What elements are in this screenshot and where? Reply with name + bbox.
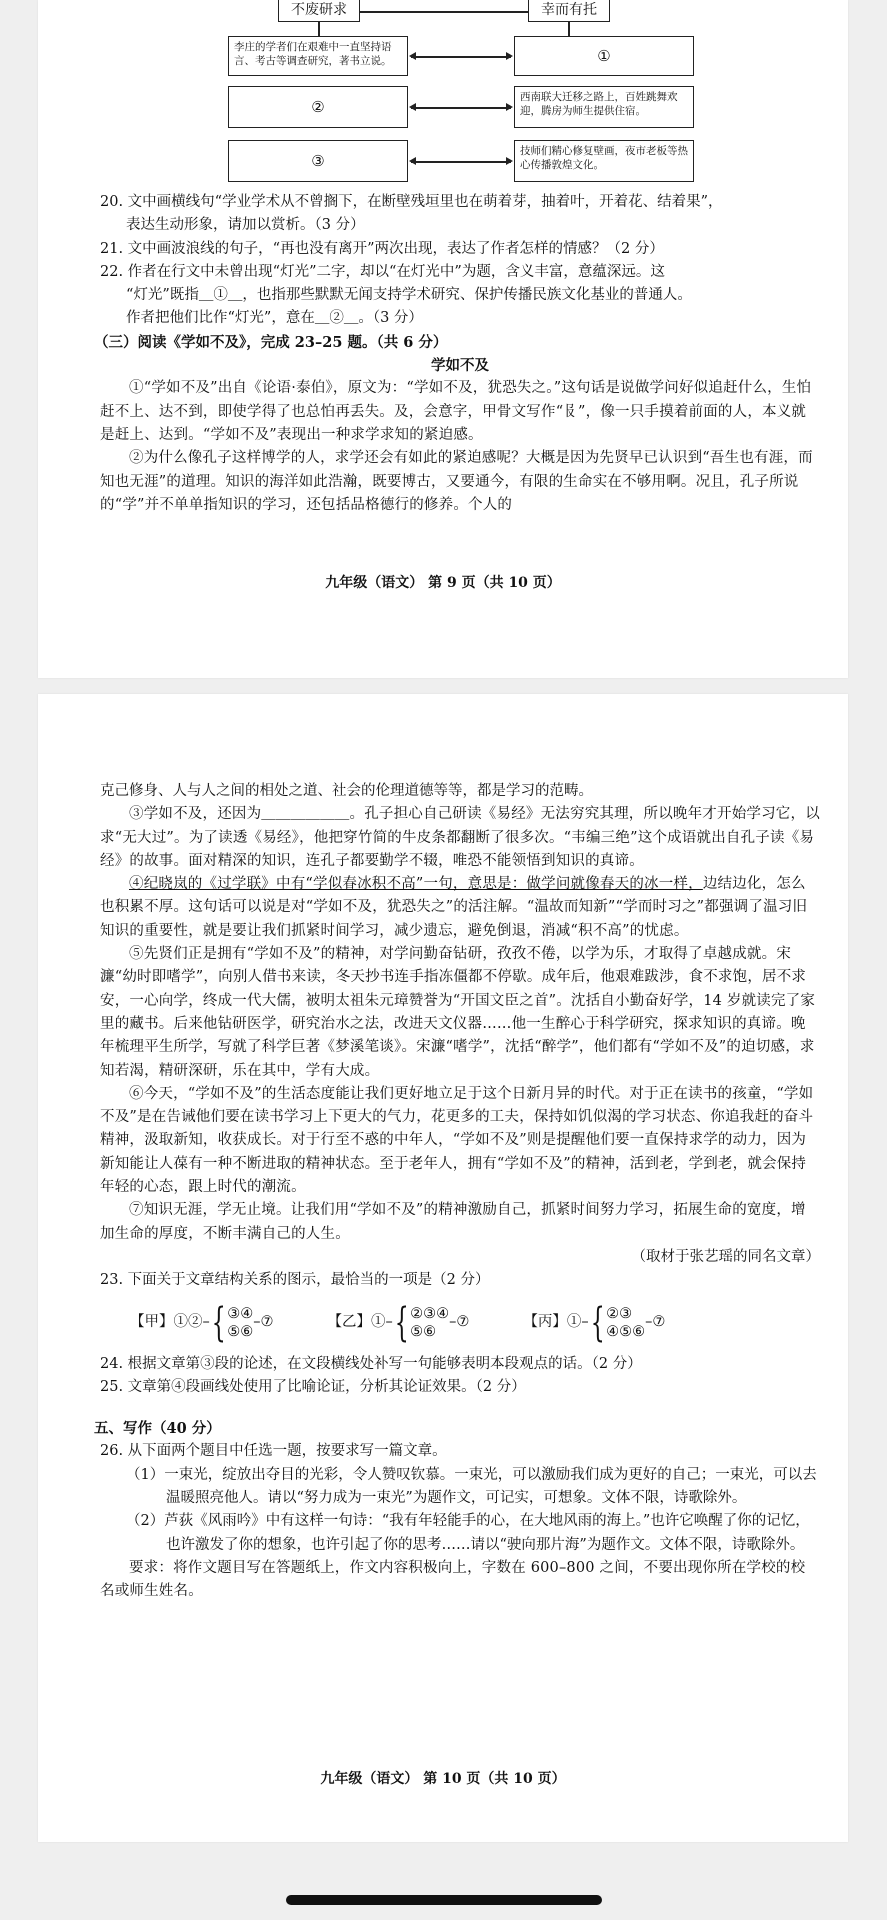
- option-jia: [130, 1299, 274, 1346]
- para4-rest: 边结边化，怎么也积累不厚。这句话可以说是对“学如不及，犹恐失之”的活注解。“温故而知新”“学而时习之”都强调了温习旧知识的重要性，就是要让我们抓紧时间学习，减少遗忘，避免倒退，消减“积不高”的忧虑。: [100, 876, 808, 939]
- writing-section-header: 五、写作（40 分）: [94, 1420, 221, 1438]
- option-jia-label: 【甲】①②–: [130, 1313, 210, 1330]
- page10-body: [94, 780, 820, 1604]
- para4-underlined: ④纪晓岚的《过学联》中有“学似春冰积不高”一句，意思是：做学问就像春天的冰一样，: [129, 876, 703, 893]
- row1-left-box: 李庄的学者们在艰难中一直坚持语言、考古等调查研究，著书立说。: [228, 36, 408, 76]
- brace-icon: {: [211, 1299, 226, 1346]
- q23-options: [100, 1299, 820, 1346]
- option-jia-bottom: ⑤⑥: [227, 1323, 254, 1340]
- option-bing-end: –⑦: [645, 1313, 666, 1330]
- article-paragraph-1: ①“学如不及”出自《论语·泰伯》，原文为：“学如不及，犹恐失之。”这句话是说做学问好似追赶什么，生怕赶不上、达不到，即使学得了也总怕再丢失。及，会意字，甲骨文写作“𠬝”，像一只手摸着前面的人，本义就是赶上、达到。“学如不及”表现出一种求学求知的紧迫感。: [100, 380, 812, 443]
- question-26: 26. 从下面两个题目中任选一题，按要求写一篇文章。: [100, 1443, 447, 1460]
- article-source: （取材于张艺瑶的同名文章）: [631, 1248, 820, 1265]
- exam-page-10: [38, 694, 848, 1842]
- home-indicator[interactable]: [286, 1895, 602, 1905]
- option-yi-label: 【乙】①–: [327, 1313, 393, 1330]
- row2-arrow: [411, 107, 511, 109]
- heading-connector: [360, 11, 528, 13]
- article-paragraph-4: [100, 873, 820, 943]
- option-yi-branches: [410, 1305, 449, 1341]
- exam-page-9: [38, 0, 848, 678]
- article-paragraph-5: ⑤先贤们正是拥有“学如不及”的精神，对学问勤奋钻研，孜孜不倦，以学为乐，才取得了卓越成就。宋濂“幼时即嗜学”，向别人借书来读，冬天抄书连手指冻僵都不停歇。成年后，他艰难跋涉，食不求饱，居不求安，一心向学，终成一代大儒，被明太祖朱元璋赞誉为“开国文臣之首”。沈括自小勤奋好学，14 岁就读完了家里的藏书。后来他钻研医学，研究治水之法，改进天文仪器……他一生醉心于科学研究，探求知识的真谛。晚年梳理平生所学，写就了科学巨著《梦溪笔谈》。宋濂“嗜学”，沈括“醉学”，他们都有“学如不及”的迫切感，求知若渴，精研深研，乐在其中，学有大成。: [100, 946, 816, 1079]
- right-heading-stem: [568, 22, 570, 36]
- option-bing-branches: [606, 1305, 645, 1341]
- q21-line1: 21. 文中画波浪线的句子，“再也没有离开”两次出现，表达了作者怎样的情感？（2 分）: [100, 240, 664, 257]
- writing-option-1: （1）一束光，绽放出夺目的光彩，令人赞叹钦慕。一束光，可以激励我们成为更好的自己；一束光，可以去温暖照亮他人。请以“努力成为一束光”为题作文，可记实，可想象。文体不限，诗歌除外。: [126, 1466, 817, 1507]
- writing-option-2: （2）芦荻《风雨吟》中有这样一句诗：“我有年轻能手的心，在大地风雨的海上。”也许它唤醒了你的记忆，也许激发了你的想象，也许引起了你的思考……请以“驶向那片海”为题作文。文体不限，诗歌除外。: [126, 1513, 810, 1553]
- row3-arrow: [411, 161, 511, 163]
- writing-requirement: 要求：将作文题目写在答题纸上，作文内容积极向上，字数在 600–800 之间，不要出现你所在学校的校名或师生姓名。: [100, 1559, 806, 1600]
- question-25: 25. 文章第④段画线处使用了比喻论证，分析其论证效果。（2 分）: [100, 1378, 526, 1395]
- article-paragraph-3: ③学如不及，还因为＿＿＿＿＿＿。孔子担心自己研读《易经》无法穷究其理，所以晚年才开始学习它，以求“无大过”。为了读透《易经》，他把穿竹简的牛皮条都翻断了很多次。“韦编三绝”这个成语就出自孔子读《易经》的故事。面对精深的知识，连孔子都要勤学不辍，唯恐不能领悟到知识的真谛。: [100, 806, 820, 869]
- q22-line2: “灯光”既指＿①＿，也指那些默默无闻支持学术研究、保护传播民族文化基业的普通人。: [126, 287, 692, 304]
- question-21: [100, 238, 820, 261]
- option-bing-bottom: ④⑤⑥: [606, 1323, 646, 1340]
- article-paragraph-6: ⑥今天，“学如不及”的生活态度能让我们更好地立足于这个日新月异的时代。对于正在读书的孩童，“学如不及”是在告诫他们要在读书学习上下更大的气力，花更多的工夫，保持如饥似渴的学习状态、你追我赶的奋斗精神，汲取新知，收获成长。对于行至不惑的中年人，“学如不及”则是提醒他们要一直保持求学的动力，因为新知能让人葆有一种不断进取的精神状态。至于老年人，拥有“学如不及”的精神，活到老，学到老，就会保持年轻的心态，跟上时代的潮流。: [100, 1085, 814, 1196]
- q20-line2: 表达生动形象，请加以赏析。（3 分）: [126, 217, 365, 234]
- row2-left-box: ②: [228, 86, 408, 128]
- option-jia-end: –⑦: [253, 1313, 274, 1330]
- option-jia-top: ③④: [227, 1305, 254, 1322]
- row3-left-box: ③: [228, 140, 408, 182]
- structure-diagram: [38, 0, 848, 185]
- question-22: [100, 261, 820, 331]
- option-yi-bottom: ⑤⑥: [410, 1323, 437, 1340]
- q22-line1: 22. 作者在行文中未曾出现“灯光”二字，却以“在灯光中”为题，含义丰富，意蕴深远。这: [100, 263, 665, 280]
- page9-footer: 九年级（语文） 第 9 页（共 10 页）: [325, 575, 561, 591]
- option-bing: [523, 1299, 666, 1346]
- row2-right-box: 西南联大迁移之路上，百姓跳舞欢迎，腾房为师生提供住宿。: [514, 86, 694, 128]
- q22-line3: 作者把他们比作“灯光”，意在＿②＿。（3 分）: [126, 310, 423, 327]
- article-paragraph-7: ⑦知识无涯，学无止境。让我们用“学如不及”的精神激励自己，抓紧时间努力学习，拓展生命的宽度，增加生命的厚度，不断丰满自己的人生。: [100, 1202, 806, 1242]
- page10-footer: 九年级（语文） 第 10 页（共 10 页）: [320, 1771, 566, 1787]
- row1-arrow: [411, 56, 511, 58]
- q20-line1: 20. 文中画横线句“学业学术从不曾搁下，在断壁残垣里也在萌着芽，抽着叶，开着花、结着果”，: [100, 194, 723, 210]
- row3-right-box: 技师们精心修复壁画，夜市老板等热心传播敦煌文化。: [514, 140, 694, 182]
- section-three-header: （三）阅读《学如不及》，完成 23–25 题。（共 6 分）: [94, 333, 448, 351]
- option-jia-branches: [227, 1305, 253, 1341]
- article-paragraph-2-continued: 克己修身、人与人之间的相处之道、社会的伦理道德等等，都是学习的范畴。: [100, 783, 593, 799]
- brace-icon: {: [394, 1299, 409, 1346]
- left-heading-stem: [318, 22, 320, 36]
- option-yi: [327, 1299, 470, 1346]
- question-20: [100, 191, 820, 238]
- question-24: 24. 根据文章第③段的论述，在文段横线处补写一句能够表明本段观点的话。（2 分）: [100, 1355, 642, 1372]
- article-title: 学如不及: [431, 357, 489, 375]
- option-bing-label: 【丙】①–: [523, 1313, 589, 1330]
- article-paragraph-2: ②为什么像孔子这样博学的人，求学还会有如此的紧迫感呢？大概是因为先贤早已认识到“吾生也有涯，而知也无涯”的道理。知识的海洋如此浩瀚，既要博古，又要通今，有限的生命实在不够用啊。况且，孔子所说的“学”并不单单指知识的学习，还包括品格德行的修养。个人的: [100, 450, 813, 513]
- option-yi-top: ②③④: [410, 1305, 450, 1322]
- page9-body: [94, 191, 820, 517]
- right-heading: 幸而有托: [528, 0, 610, 22]
- left-heading: 不废研求: [278, 0, 360, 22]
- brace-icon: {: [590, 1299, 605, 1346]
- question-23: 23. 下面关于文章结构关系的图示，最恰当的一项是（2 分）: [100, 1272, 490, 1289]
- option-yi-end: –⑦: [449, 1313, 470, 1330]
- option-bing-top: ②③: [606, 1305, 633, 1322]
- row1-right-box: ①: [514, 36, 694, 76]
